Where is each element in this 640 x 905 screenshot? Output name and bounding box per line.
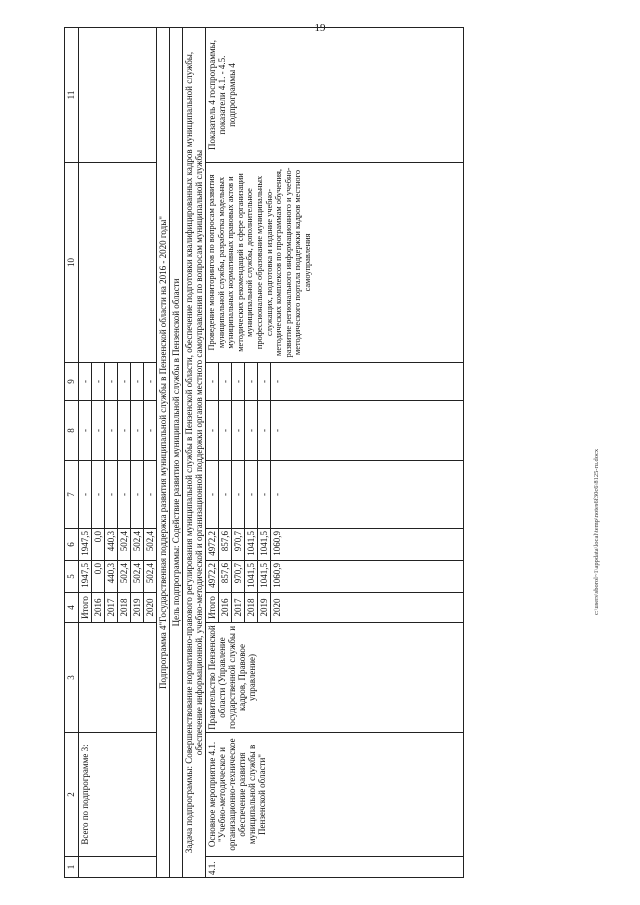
- measure-value: -: [219, 401, 232, 461]
- col-num-4: 4: [65, 593, 79, 623]
- col-num-2: 2: [65, 733, 79, 857]
- measure-value: 1041,5: [245, 561, 258, 593]
- total-value: -: [118, 363, 131, 401]
- measure-value: -: [232, 363, 245, 401]
- total-indicator-cell: [79, 28, 157, 163]
- measure-year: 2017: [232, 593, 245, 623]
- subprogram-task: Задача подпрограммы: Совершенствование нормативно-правового регулирования муниципальной службы в Пензенской области, обеспечение подготовки квалифицированных кадров муниципальной службы, обеспечение информационной, учебно-методической и организационной поддержки органов местного самоуправления по вопросам муниципальной службы: [183, 28, 206, 878]
- measure-name: Основное мероприятие 4.1. "Учебно-методическое и организационно-техническое обеспечение развития муниципальной службы в Пензенской области": [206, 733, 464, 857]
- measure-value: 1041,5: [258, 561, 271, 593]
- measure-year: 2019: [258, 593, 271, 623]
- measure-indicator: Показатель 4 госпрограммы, показатели 4.1. - 4.5. подпрограммы 4: [206, 28, 464, 163]
- total-value: 1947,5: [79, 561, 92, 593]
- col-num-6: 6: [65, 529, 79, 561]
- column-number-row: [65, 28, 79, 878]
- measure-value: 4972,2: [206, 529, 219, 561]
- total-value: 502,4: [144, 561, 157, 593]
- measure-value: 1041,5: [245, 529, 258, 561]
- program-table: [64, 27, 464, 878]
- measure-value: -: [258, 401, 271, 461]
- total-value: 502,4: [131, 529, 144, 561]
- total-value: 440,3: [105, 529, 118, 561]
- rotated-table-wrapper: [64, 28, 624, 878]
- measure-value: 1060,9: [271, 561, 464, 593]
- subprogram-goal: Цель подпрограммы: Содействие развитию муниципальной службы в Пензенской области: [170, 28, 183, 878]
- measure-value: -: [271, 461, 464, 529]
- total-year: Итого: [79, 593, 92, 623]
- col-num-1: 1: [65, 857, 79, 878]
- measure-value: -: [232, 461, 245, 529]
- col-num-7: 7: [65, 461, 79, 529]
- total-num-cell: [79, 857, 157, 878]
- total-value: -: [92, 401, 105, 461]
- col-num-8: 8: [65, 401, 79, 461]
- measure-value: -: [271, 363, 464, 401]
- total-value: 502,4: [118, 529, 131, 561]
- total-year: 2017: [105, 593, 118, 623]
- total-value: -: [79, 401, 92, 461]
- total-value: -: [92, 461, 105, 529]
- total-value: 502,4: [118, 561, 131, 593]
- measure-year: 2018: [245, 593, 258, 623]
- subprogram-title-row: [157, 28, 170, 878]
- total-label: Всего по подпрограмме 3:: [79, 733, 157, 857]
- measure-value: 970,7: [232, 561, 245, 593]
- col-num-5: 5: [65, 561, 79, 593]
- total-value: -: [105, 401, 118, 461]
- total-value: -: [118, 461, 131, 529]
- total-value: -: [144, 363, 157, 401]
- total-value: 502,4: [131, 561, 144, 593]
- measure-num: 4.1.: [206, 857, 464, 878]
- total-result-cell: [79, 163, 157, 363]
- measure-year: 2020: [271, 593, 464, 623]
- total-value: -: [105, 461, 118, 529]
- measure-value: -: [206, 461, 219, 529]
- measure-value: -: [258, 461, 271, 529]
- total-value: 502,4: [144, 529, 157, 561]
- measure-value: -: [206, 401, 219, 461]
- total-value: -: [144, 461, 157, 529]
- total-value: 0,0: [92, 561, 105, 593]
- total-year: 2020: [144, 593, 157, 623]
- total-year: 2018: [118, 593, 131, 623]
- measure-value: 857,6: [219, 561, 232, 593]
- total-value: 440,3: [105, 561, 118, 593]
- subprogram-goal-row: [170, 28, 183, 878]
- measure-value: 857,6: [219, 529, 232, 561]
- col-num-11: 11: [65, 28, 79, 163]
- measure-year: 2016: [219, 593, 232, 623]
- measure-year: Итого: [206, 593, 219, 623]
- subprogram-title: Подпрограмма 4"Государственная поддержка развития муниципальной службы в Пензенской области на 2016 - 2020 годы": [157, 28, 170, 878]
- measure-value: 970,7: [232, 529, 245, 561]
- total-value: 1947,5: [79, 529, 92, 561]
- measure-value: -: [206, 363, 219, 401]
- measure-value: -: [271, 401, 464, 461]
- page-number: 19: [314, 22, 326, 34]
- measure-value: 4972,2: [206, 561, 219, 593]
- total-value: -: [79, 461, 92, 529]
- measure-value: -: [245, 363, 258, 401]
- total-row: [79, 28, 92, 878]
- measure-value: -: [245, 461, 258, 529]
- total-value: -: [79, 363, 92, 401]
- total-value: 0,0: [92, 529, 105, 561]
- measure-value: 1060,9: [271, 529, 464, 561]
- measure-result: Проведение мониторингов по вопросам развития муниципальной службы, разработка модельных муниципальных нормативных правовых актов и методических рекомендаций в сфере организации муниципальной службы, дополнительное профессиональное образование муниципальных служащих, подготовка и издание учебно-методических комплексов по программам обучения, развитие регионального информационного и учебно-методического портала поддержки кадров местного самоуправления: [206, 163, 464, 363]
- col-num-3: 3: [65, 623, 79, 733]
- measure-value: -: [219, 461, 232, 529]
- total-value: -: [118, 401, 131, 461]
- total-year: 2019: [131, 593, 144, 623]
- footer-file-path: c:\users\sborol~1\appdata\local\temp\notes6f30c6\8125-ru.docx: [593, 448, 600, 615]
- col-num-9: 9: [65, 363, 79, 401]
- measure-value: -: [245, 401, 258, 461]
- measure-value: 1041,5: [258, 529, 271, 561]
- measure-value: -: [232, 401, 245, 461]
- measure-value: -: [258, 363, 271, 401]
- subprogram-task-row: [183, 28, 206, 878]
- total-value: -: [131, 363, 144, 401]
- total-value: -: [92, 363, 105, 401]
- measure-row: [206, 28, 219, 878]
- measure-value: -: [219, 363, 232, 401]
- col-num-10: 10: [65, 163, 79, 363]
- measure-executor: Правительство Пензенской области (Управление государственной службы и кадров, Правовое управление): [206, 623, 464, 733]
- total-executor-cell: [79, 623, 157, 733]
- total-value: -: [131, 461, 144, 529]
- total-value: -: [105, 363, 118, 401]
- total-value: -: [144, 401, 157, 461]
- total-value: -: [131, 401, 144, 461]
- total-year: 2016: [92, 593, 105, 623]
